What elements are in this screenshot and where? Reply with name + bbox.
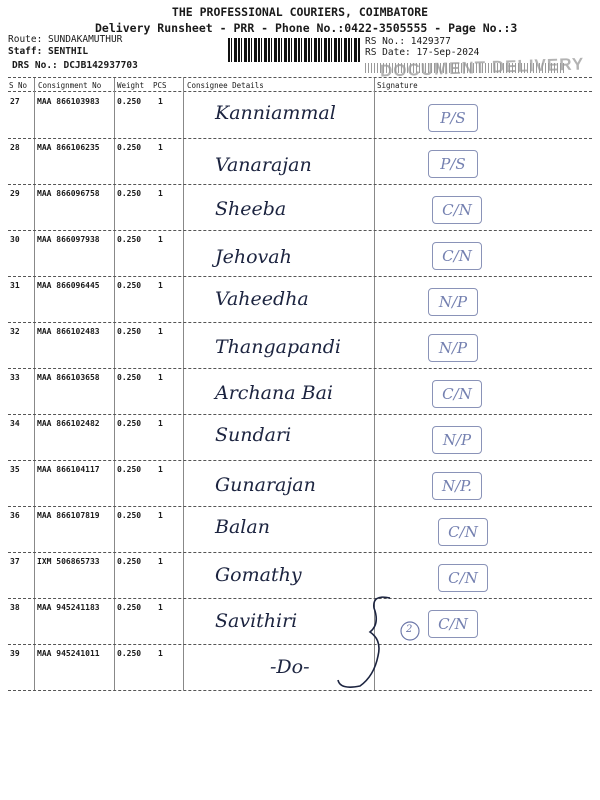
header-bottom-rule	[8, 91, 592, 92]
row-pcs: 1	[158, 373, 163, 382]
row-sno: 39	[10, 649, 20, 658]
company-title: THE PROFESSIONAL COURIERS, COIMBATORE	[171, 5, 429, 19]
row-pcs: 1	[158, 465, 163, 474]
row-consignment-no: MAA 866104117	[37, 465, 100, 474]
row-divider	[8, 506, 592, 507]
signature-stamp: N/P	[428, 288, 478, 316]
row-pcs: 1	[158, 419, 163, 428]
consignee-handwritten-name: Sundari	[215, 424, 292, 446]
runsheet-subtitle: Delivery Runsheet - PRR - Phone No.:0422-3505555 - Page No.:3	[95, 21, 518, 35]
row-consignment-no: MAA 866096445	[37, 281, 100, 290]
signature-stamp: P/S	[428, 104, 478, 132]
row-pcs: 1	[158, 511, 163, 520]
bracket-note: 2	[406, 624, 413, 635]
signature-stamp: C/N	[438, 518, 488, 546]
row-weight: 0.250	[117, 557, 142, 566]
row-pcs: 1	[158, 189, 163, 198]
consignee-handwritten-name: Kanniammal	[215, 102, 336, 124]
signature-stamp: C/N	[432, 380, 482, 408]
row-consignment-no: MAA 866106235	[37, 143, 100, 152]
consignee-handwritten-name: -Do-	[270, 656, 310, 678]
row-consignment-no: MAA 866103983	[37, 97, 100, 106]
row-pcs: 1	[158, 327, 163, 336]
rs-date: RS Date: 17-Sep-2024	[365, 47, 480, 58]
barcode-image	[228, 38, 360, 62]
row-consignment-no: MAA 866102483	[37, 327, 100, 336]
row-pcs: 1	[158, 143, 163, 152]
row-weight: 0.250	[117, 327, 142, 336]
signature-stamp: N/P	[432, 426, 482, 454]
drs-number: DRS No.: DCJB142937703	[12, 60, 138, 71]
consignee-handwritten-name: Gomathy	[215, 564, 302, 586]
consignee-handwritten-name: Balan	[215, 516, 270, 538]
row-divider	[8, 322, 592, 323]
row-pcs: 1	[158, 97, 163, 106]
row-divider	[8, 184, 592, 185]
row-divider	[8, 368, 592, 369]
col-pcs: PCS	[153, 81, 167, 90]
row-sno: 37	[10, 557, 20, 566]
row-consignment-no: MAA 866103658	[37, 373, 100, 382]
signature-stamp: C/N	[428, 610, 478, 638]
row-weight: 0.250	[117, 511, 142, 520]
row-sno: 38	[10, 603, 20, 612]
row-pcs: 1	[158, 235, 163, 244]
col-sno: S No	[9, 81, 28, 90]
bracket-annotation	[330, 590, 450, 700]
row-sno: 29	[10, 189, 20, 198]
signature-stamp: P/S	[428, 150, 478, 178]
consignee-handwritten-name: Sheeba	[215, 198, 287, 220]
col-consignment: Consignment No	[38, 81, 102, 90]
row-consignment-no: MAA 866107819	[37, 511, 100, 520]
signature-stamp: C/N	[432, 242, 482, 270]
row-divider	[8, 230, 592, 231]
consignee-handwritten-name: Gunarajan	[215, 474, 316, 496]
signature-stamp: N/P	[428, 334, 478, 362]
row-divider	[8, 460, 592, 461]
row-weight: 0.250	[117, 465, 142, 474]
row-divider	[8, 552, 592, 553]
row-sno: 34	[10, 419, 20, 428]
row-pcs: 1	[158, 281, 163, 290]
row-pcs: 1	[158, 557, 163, 566]
row-sno: 28	[10, 143, 20, 152]
consignee-handwritten-name: Vanarajan	[215, 154, 312, 176]
staff-label: Staff: SENTHIL	[8, 46, 89, 57]
row-consignment-no: MAA 866096758	[37, 189, 100, 198]
header-top-rule	[8, 77, 592, 78]
consignee-handwritten-name: Archana Bai	[215, 382, 333, 404]
row-divider	[8, 414, 592, 415]
row-consignment-no: MAA 866097938	[37, 235, 100, 244]
row-divider	[8, 690, 592, 691]
col-signature: Signature	[377, 81, 418, 90]
row-sno: 32	[10, 327, 20, 336]
rs-number: RS No.: 1429377	[365, 36, 451, 47]
row-sno: 31	[10, 281, 20, 290]
route-label: Route: SUNDAKAMUTHUR	[8, 34, 123, 45]
row-weight: 0.250	[117, 373, 142, 382]
row-divider	[8, 598, 592, 599]
row-weight: 0.250	[117, 189, 142, 198]
row-sno: 35	[10, 465, 20, 474]
row-sno: 30	[10, 235, 20, 244]
col-consignee: Consignee Details	[187, 81, 264, 90]
signature-stamp: C/N	[438, 564, 488, 592]
row-consignment-no: MAA 945241183	[37, 603, 100, 612]
row-sno: 33	[10, 373, 20, 382]
row-divider	[8, 138, 592, 139]
consignee-handwritten-name: Jehovah	[215, 246, 292, 268]
consignee-handwritten-name: Savithiri	[215, 610, 298, 632]
row-pcs: 1	[158, 649, 163, 658]
row-sno: 27	[10, 97, 20, 106]
row-consignment-no: IXM 506865733	[37, 557, 100, 566]
row-consignment-no: MAA 866102482	[37, 419, 100, 428]
row-weight: 0.250	[117, 235, 142, 244]
col-weight: Weight	[117, 81, 145, 90]
signature-stamp: C/N	[432, 196, 482, 224]
row-sno: 36	[10, 511, 20, 520]
row-pcs: 1	[158, 603, 163, 612]
document-delivery-stamp: DOCUMENT DELIVERY	[379, 54, 585, 81]
row-divider	[8, 276, 592, 277]
row-weight: 0.250	[117, 143, 142, 152]
row-weight: 0.250	[117, 649, 142, 658]
row-weight: 0.250	[117, 603, 142, 612]
consignee-handwritten-name: Thangapandi	[215, 336, 341, 358]
consignee-handwritten-name: Vaheedha	[215, 288, 309, 310]
row-divider	[8, 644, 592, 645]
signature-stamp: N/P.	[432, 472, 482, 500]
row-weight: 0.250	[117, 281, 142, 290]
row-weight: 0.250	[117, 419, 142, 428]
row-weight: 0.250	[117, 97, 142, 106]
row-consignment-no: MAA 945241011	[37, 649, 100, 658]
